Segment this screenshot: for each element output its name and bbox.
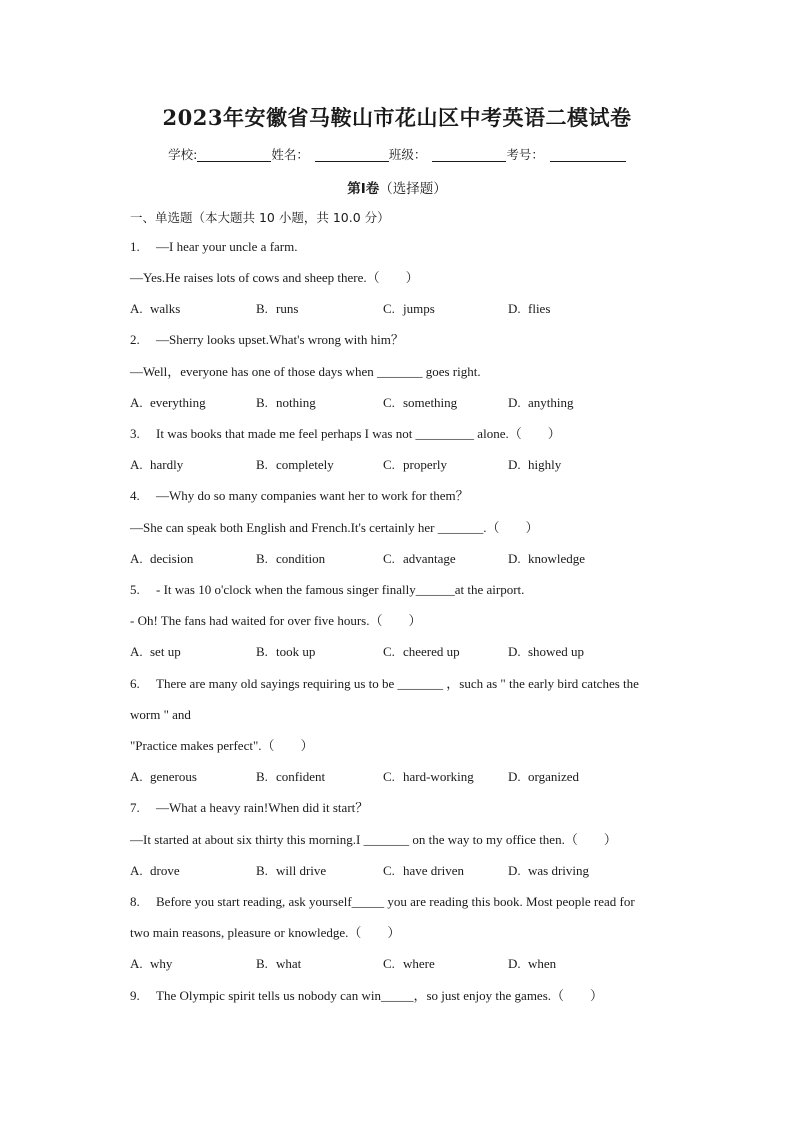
option-text: where (403, 956, 435, 971)
option-letter: A. (130, 956, 143, 971)
q7-option-d[interactable] (508, 862, 589, 880)
q1-option-c[interactable] (383, 300, 435, 318)
question-number: 2. (130, 332, 140, 347)
q8-option-a[interactable] (130, 955, 172, 973)
question-5-line-2: - Oh! The fans had waited for over five hours.（ ） (130, 613, 422, 628)
option-text: hardly (150, 457, 184, 472)
option-text: flies (528, 301, 551, 316)
q2-option-a[interactable] (130, 394, 206, 412)
option-text: walks (150, 301, 181, 316)
q1-option-b[interactable] (256, 300, 298, 318)
q8-option-d[interactable] (508, 955, 556, 973)
option-text: condition (276, 551, 326, 566)
option-text: why (150, 956, 173, 971)
option-text: nothing (276, 395, 316, 410)
question-5-line-1 (130, 581, 524, 599)
q3-option-b[interactable] (256, 456, 334, 474)
option-letter: A. (130, 301, 143, 316)
option-letter: D. (508, 956, 521, 971)
q3-option-d[interactable] (508, 456, 561, 474)
option-text: decision (150, 551, 194, 566)
option-text: confident (276, 769, 326, 784)
option-text: advantage (403, 551, 456, 566)
q8-option-b[interactable] (256, 955, 301, 973)
option-text: jumps (403, 301, 435, 316)
q2-option-c[interactable] (383, 394, 457, 412)
q4-option-b[interactable] (256, 550, 325, 568)
q6-option-c[interactable] (383, 768, 474, 786)
option-letter: A. (130, 863, 143, 878)
q2-option-b[interactable] (256, 394, 316, 412)
option-letter: D. (508, 457, 521, 472)
option-letter: D. (508, 863, 521, 878)
option-text: something (403, 395, 458, 410)
question-text: It was books that made me feel perhaps I was not _________ alone.（ ） (156, 426, 561, 441)
name-blank[interactable] (315, 148, 389, 162)
question-text: - It was 10 o'clock when the famous singer finally______at the airport. (156, 582, 525, 597)
option-letter: D. (508, 301, 521, 316)
q6-option-a[interactable] (130, 768, 197, 786)
question-2-line-2: —Well，everyone has one of those days when _______ goes right. (130, 364, 481, 379)
question-text: There are many old sayings requiring us to be _______ ，such as " the early bird catches the (156, 676, 639, 691)
option-letter: B. (256, 551, 268, 566)
option-text: took up (276, 644, 316, 659)
option-letter: D. (508, 769, 521, 784)
option-text: showed up (528, 644, 584, 659)
q8-option-c[interactable] (383, 955, 435, 973)
question-9-line-1 (130, 987, 603, 1005)
option-text: properly (403, 457, 448, 472)
question-number: 7. (130, 800, 140, 815)
option-letter: C. (383, 395, 395, 410)
question-text: Before you start reading, ask yourself_____ you are reading this book. Most people read for (156, 894, 635, 909)
question-number: 9. (130, 988, 140, 1003)
q4-option-d[interactable] (508, 550, 585, 568)
name-label: 姓名： (271, 147, 309, 162)
question-number: 6. (130, 676, 140, 691)
option-letter: A. (130, 644, 143, 659)
option-text: everything (150, 395, 206, 410)
question-8-line-2: two main reasons, pleasure or knowledge.（ ） (130, 925, 401, 940)
option-letter: A. (130, 457, 143, 472)
option-letter: C. (383, 457, 395, 472)
exam-no-label: 考号： (506, 147, 544, 162)
question-text: —What a heavy rain!When did it start？ (156, 800, 369, 815)
class-label: 班级： (388, 147, 427, 162)
option-letter: C. (383, 644, 395, 659)
option-text: runs (276, 301, 299, 316)
option-text: set up (150, 644, 181, 659)
q3-option-a[interactable] (130, 456, 183, 474)
option-text: organized (528, 769, 580, 784)
school-blank[interactable] (197, 148, 271, 162)
part-paren: （选择题） (379, 181, 447, 197)
part-heading (0, 177, 794, 197)
q1-option-d[interactable] (508, 300, 550, 318)
question-text: —Why do so many companies want her to work for them？ (156, 488, 469, 503)
exam-no-blank[interactable] (550, 148, 626, 162)
option-letter: C. (383, 301, 395, 316)
student-info-line (0, 145, 794, 163)
option-letter: B. (256, 395, 268, 410)
question-2-line-1 (130, 331, 404, 349)
q7-option-c[interactable] (383, 862, 464, 880)
question-4-line-1 (130, 487, 469, 505)
option-letter: A. (130, 769, 143, 784)
question-1-line-1 (130, 238, 298, 256)
option-text: highly (528, 457, 562, 472)
q7-option-a[interactable] (130, 862, 180, 880)
option-text: hard-working (403, 769, 474, 784)
question-7-line-1 (130, 799, 368, 817)
q2-option-d[interactable] (508, 394, 574, 412)
option-letter: B. (256, 457, 268, 472)
q3-option-c[interactable] (383, 456, 447, 474)
q5-option-a[interactable] (130, 643, 181, 661)
option-letter: B. (256, 956, 268, 971)
question-number: 4. (130, 488, 140, 503)
option-letter: C. (383, 551, 395, 566)
q5-option-c[interactable] (383, 643, 460, 661)
option-text: anything (528, 395, 574, 410)
option-letter: C. (383, 769, 395, 784)
question-7-line-2: —It started at about six thirty this morning.I _______ on the way to my office then.（ ） (130, 832, 617, 847)
option-letter: D. (508, 551, 521, 566)
question-6-line-1 (130, 675, 639, 693)
option-text: will drive (276, 863, 327, 878)
school-label: 学校: (168, 147, 198, 162)
question-8-line-1 (130, 893, 635, 911)
option-letter: B. (256, 863, 268, 878)
question-number: 8. (130, 894, 140, 909)
q1-option-a[interactable] (130, 300, 180, 318)
option-text: have driven (403, 863, 465, 878)
q7-option-b[interactable] (256, 862, 326, 880)
q5-option-b[interactable] (256, 643, 315, 661)
option-text: generous (150, 769, 197, 784)
option-text: knowledge (528, 551, 586, 566)
q5-option-d[interactable] (508, 643, 584, 661)
question-6-line-2: worm " and (130, 707, 191, 722)
question-number: 5. (130, 582, 140, 597)
part-label: 第Ⅰ卷 (347, 181, 380, 197)
q4-option-c[interactable] (383, 550, 456, 568)
exam-title: 2023年安徽省马鞍山市花山区中考英语二模试卷 (162, 105, 632, 130)
option-letter: A. (130, 395, 143, 410)
question-1-line-2: —Yes.He raises lots of cows and sheep there.（ ） (130, 270, 419, 285)
option-letter: D. (508, 395, 521, 410)
option-letter: B. (256, 769, 268, 784)
question-text: —Sherry looks upset.What's wrong with him？ (156, 332, 404, 347)
option-text: drove (150, 863, 180, 878)
option-letter: D. (508, 644, 521, 659)
q6-option-d[interactable] (508, 768, 579, 786)
question-3-line-1 (130, 425, 561, 443)
option-letter: C. (383, 863, 395, 878)
option-text: when (528, 956, 557, 971)
option-letter: B. (256, 644, 268, 659)
question-number: 1. (130, 239, 140, 254)
q6-option-b[interactable] (256, 768, 325, 786)
question-text: —I hear your uncle a farm. (156, 239, 298, 254)
option-text: was driving (528, 863, 590, 878)
question-4-line-2: —She can speak both English and French.It's certainly her _______.（ ） (130, 520, 539, 535)
option-text: completely (276, 457, 334, 472)
option-text: what (276, 956, 302, 971)
question-6-line-3: "Practice makes perfect".（ ） (130, 738, 314, 753)
section-heading: 一、单选题（本大题共 10 小题，共 10.0 分） (130, 210, 390, 225)
class-blank[interactable] (432, 148, 506, 162)
q4-option-a[interactable] (130, 550, 193, 568)
option-letter: B. (256, 301, 268, 316)
question-text: The Olympic spirit tells us nobody can win_____，so just enjoy the games.（ ） (156, 988, 604, 1003)
option-text: cheered up (403, 644, 460, 659)
option-letter: C. (383, 956, 395, 971)
question-number: 3. (130, 426, 140, 441)
option-letter: A. (130, 551, 143, 566)
